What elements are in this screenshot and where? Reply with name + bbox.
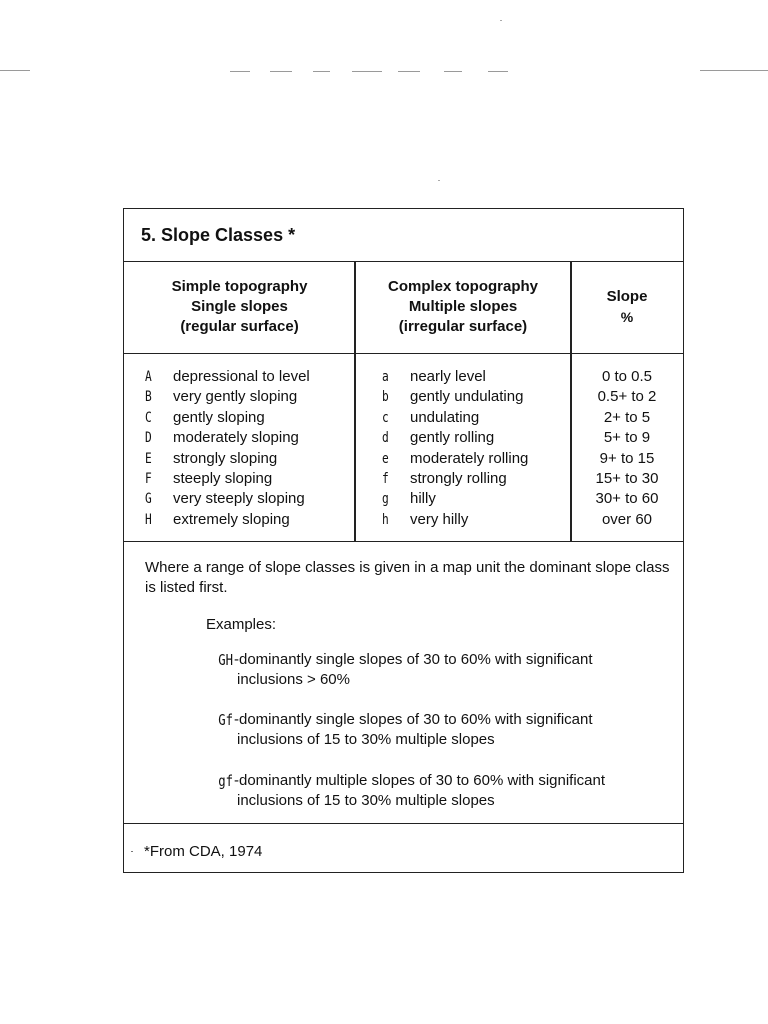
- class-label: moderately sloping: [173, 429, 299, 447]
- list-item: [382, 469, 528, 489]
- example-text: inclusions of 15 to 30% multiple slopes: [237, 792, 495, 809]
- slope-range: 15+ to 30: [595, 469, 659, 487]
- scan-artifact-dot: [438, 180, 440, 181]
- slope-range: 0.5+ to 2: [597, 388, 657, 406]
- header-simple-line: Single slopes: [191, 298, 288, 315]
- column-divider: [354, 262, 356, 542]
- class-label: very gently sloping: [173, 388, 298, 406]
- list-item: [382, 510, 528, 530]
- class-label: depressional to level: [173, 368, 310, 385]
- notes-intro: Where a range of slope classes is given in a map unit the dominant slope class is listed first.: [145, 559, 670, 596]
- scan-artifact-line: [488, 71, 508, 72]
- list-item: [145, 469, 310, 489]
- header-complex-line: Multiple slopes: [408, 298, 518, 315]
- list-item: [382, 428, 528, 448]
- class-label: nearly level: [410, 368, 486, 385]
- example-item: [209, 650, 669, 690]
- slope-range: 0 to 0.5: [601, 368, 653, 385]
- slope-range: 9+ to 15: [599, 449, 655, 467]
- class-code: E: [145, 450, 152, 467]
- class-code: C: [145, 409, 152, 426]
- class-label: very hilly: [410, 510, 469, 528]
- example-item: [209, 710, 669, 750]
- scan-artifact-line: [700, 70, 768, 71]
- scan-artifact-line: [352, 71, 382, 72]
- header-row: [124, 262, 683, 354]
- header-slope-line: %: [620, 309, 634, 325]
- complex-classes-list: [382, 367, 528, 530]
- footnote-row: [124, 824, 683, 874]
- slope-ranges-list: [571, 367, 683, 530]
- class-label: moderately rolling: [410, 449, 529, 467]
- column-divider: [570, 262, 572, 542]
- example-text: inclusions of 15 to 30% multiple slopes: [237, 731, 495, 748]
- list-item: [382, 449, 528, 469]
- class-code: D: [145, 430, 152, 447]
- slope-range: 5+ to 9: [603, 429, 651, 447]
- examples-label: Examples:: [206, 616, 277, 633]
- example-text: -dominantly single slopes of 30 to 60% with significant: [234, 711, 593, 728]
- class-code: h: [382, 511, 389, 528]
- class-label: gently rolling: [410, 429, 495, 447]
- class-label: hilly: [410, 490, 436, 508]
- class-code: A: [145, 369, 152, 385]
- class-code: F: [145, 470, 152, 487]
- example-text: -dominantly multiple slopes of 30 to 60% with significant: [234, 772, 606, 789]
- class-code: a: [382, 369, 389, 385]
- notes-section: [124, 542, 683, 824]
- header-simple-topography: [124, 262, 355, 354]
- header-simple-line: Simple topography: [171, 278, 308, 295]
- example-text: -dominantly single slopes of 30 to 60% with significant: [234, 651, 593, 668]
- scan-artifact-dot: [131, 851, 133, 852]
- list-item: [382, 387, 528, 407]
- class-label: very steeply sloping: [173, 490, 305, 508]
- list-item: [145, 449, 310, 469]
- class-label: undulating: [410, 408, 480, 426]
- class-label: gently sloping: [173, 408, 265, 426]
- class-code: e: [382, 450, 389, 467]
- list-item: [145, 367, 310, 387]
- scan-artifact-dot: [500, 20, 502, 21]
- class-label: strongly rolling: [410, 469, 507, 487]
- scan-artifact-line: [270, 71, 292, 72]
- class-code: f: [382, 470, 389, 487]
- example-text: inclusions > 60%: [237, 671, 350, 688]
- title-row: [124, 209, 683, 262]
- scan-artifact-line: [313, 71, 330, 72]
- scan-artifact-line: [398, 71, 420, 72]
- class-code: g: [382, 491, 389, 508]
- example-code: Gf: [218, 711, 233, 729]
- list-item: [382, 489, 528, 509]
- header-complex-topography: [355, 262, 571, 354]
- class-code: c: [382, 409, 389, 426]
- class-label: strongly sloping: [173, 449, 278, 467]
- class-code: G: [145, 491, 152, 508]
- slope-classes-table: [123, 208, 684, 873]
- list-item: [382, 367, 528, 387]
- class-code: H: [145, 511, 152, 528]
- classes-row: [124, 354, 683, 542]
- list-item: [145, 489, 310, 509]
- example-code: GH: [218, 651, 233, 669]
- class-label: gently undulating: [410, 388, 524, 406]
- list-item: [145, 387, 310, 407]
- scan-artifact-line: [0, 70, 30, 71]
- footnote: *From CDA, 1974: [144, 843, 263, 860]
- list-item: [145, 408, 310, 428]
- example-code: gf: [218, 772, 233, 790]
- header-simple-line: (regular surface): [180, 318, 299, 335]
- scan-artifact-line: [230, 71, 250, 72]
- header-slope-line: Slope: [606, 288, 648, 305]
- class-code: d: [382, 430, 389, 447]
- example-item: [209, 771, 669, 811]
- class-code: B: [145, 389, 152, 406]
- header-complex-line: (irregular surface): [398, 318, 528, 335]
- simple-classes-list: [145, 367, 310, 530]
- slope-range: 30+ to 60: [595, 490, 659, 508]
- class-label: extremely sloping: [173, 510, 290, 528]
- scan-artifact-line: [444, 71, 462, 72]
- slope-range: over 60: [601, 510, 653, 528]
- class-label: steeply sloping: [173, 469, 273, 487]
- list-item: [382, 408, 528, 428]
- header-complex-line: Complex topography: [387, 278, 538, 295]
- class-code: b: [382, 389, 389, 406]
- list-item: [145, 428, 310, 448]
- list-item: [145, 510, 310, 530]
- slope-range: 2+ to 5: [603, 408, 651, 426]
- table-title: 5. Slope Classes *: [141, 225, 296, 245]
- header-slope-percent: [571, 262, 683, 354]
